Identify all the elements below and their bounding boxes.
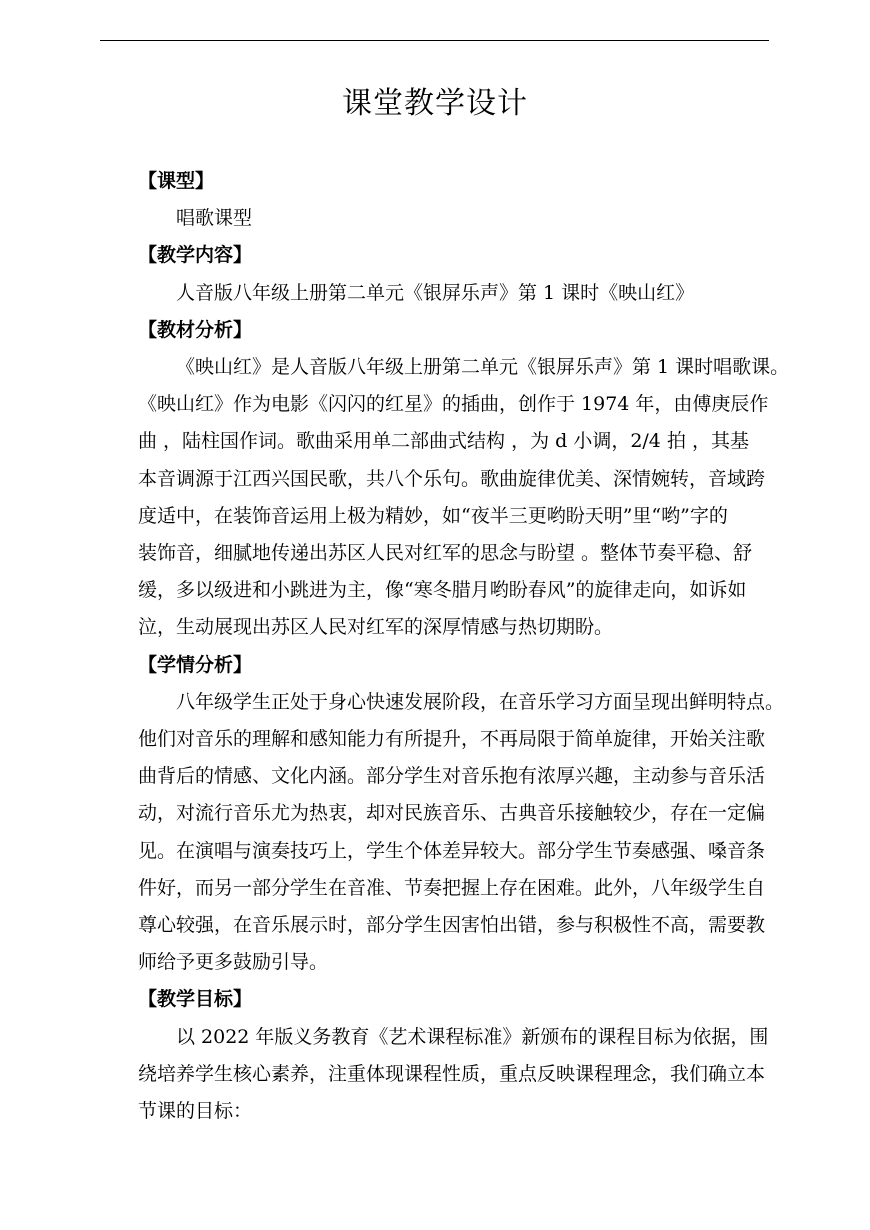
text-line: 本音调源于江西兴国民歌，共八个乐句。歌曲旋律优美、深情婉转，音域跨 [138, 467, 766, 490]
text-line: 绕培养学生核心素养，注重体现课程性质，重点反映课程理念，我们确立本 [138, 1062, 766, 1085]
text-line: 八年级学生正处于身心快速发展阶段，在音乐学习方面呈现出鲜明特点。 [176, 690, 785, 713]
text-line: 动，对流行音乐尤为热衷，却对民族音乐、古典音乐接触较少，存在一定偏 [138, 802, 766, 825]
text-line: 度适中，在装饰音运用上极为精妙，如“夜半三更哟盼天明”里“哟”字的 [138, 504, 728, 527]
text-line: 泣，生动展现出苏区人民对红军的深厚情感与热切期盼。 [138, 616, 614, 639]
text-line: 以 2022 年版义务教育《艺术课程标准》新颁布的课程目标为依据，围 [176, 1025, 769, 1048]
document-title: 课堂教学设计 [342, 86, 528, 121]
text-line: 见。在演唱与演奏技巧上，学生个体差异较大。部分学生节奏感强、嗓音条 [138, 839, 766, 862]
text-line: 他们对音乐的理解和感知能力有所提升，不再局限于简单旋律，开始关注歌 [138, 728, 766, 751]
text-line: 《映山红》是人音版八年级上册第二单元《银屏乐声》第 1 课时唱歌课。 [176, 356, 790, 379]
header-rule [100, 40, 769, 41]
text-line: 唱歌课型 [176, 207, 253, 230]
text-line: 尊心较强，在音乐展示时，部分学生因害怕出错，参与积极性不高，需要教 [138, 914, 766, 937]
lesson-type-text [100, 200, 782, 237]
text-line: 曲背后的情感、文化内涵。部分学生对音乐抱有浓厚兴趣，主动参与音乐活 [138, 765, 766, 788]
heading-textbook-analysis: 【教材分析】 [138, 318, 253, 341]
heading-teaching-content: 【教学内容】 [138, 244, 253, 267]
text-line: 曲 ，陆柱国作词。歌曲采用单二部曲式结构 ，为 d 小调，2/4 拍 ，其基 [138, 430, 749, 453]
text-line: 师给予更多鼓励引导。 [138, 951, 329, 974]
heading-lesson-type: 【课型】 [138, 170, 215, 192]
text-line: 件好，而另一部分学生在音准、节奏把握上存在困难。此外，八年级学生自 [138, 876, 766, 899]
text-line: 人音版八年级上册第二单元《银屏乐声》第 1 课时《映山红》 [176, 281, 695, 304]
text-line: 装饰音，细腻地传递出苏区人民对红军的思念与盼望 。整体节奏平稳、舒 [138, 542, 753, 565]
heading-student-analysis: 【学情分析】 [138, 653, 253, 676]
teaching-content-text [100, 275, 782, 312]
text-line: 节课的目标： [138, 1100, 253, 1123]
heading-teaching-goals: 【教学目标】 [138, 988, 253, 1011]
text-line: 缓，多以级进和小跳进为主，像“寒冬腊月哟盼春风”的旋律走向，如诉如 [138, 579, 747, 602]
textbook-analysis-text [100, 349, 790, 647]
teaching-goals-text [100, 1019, 782, 1131]
document-body [100, 163, 790, 1130]
student-analysis-text [100, 684, 785, 982]
text-line: 《映山红》作为电影《闪闪的红星》的插曲，创作于 1974 年，由傅庚辰作 [138, 393, 769, 416]
